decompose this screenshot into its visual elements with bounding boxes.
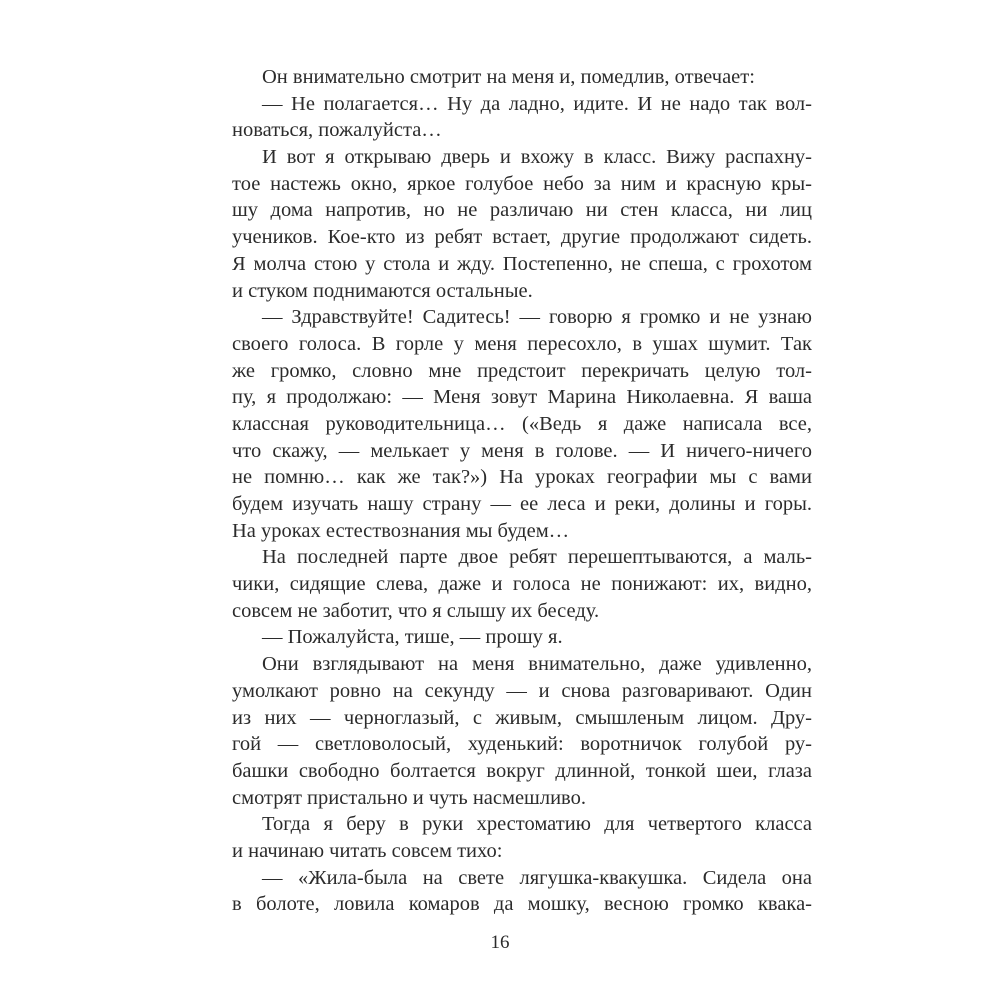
- text-line: — Здравствуйте! Садитесь! — говорю я громко и не узнаю: [262, 306, 812, 329]
- text-line: На последней парте двое ребят перешептываются, а маль-: [262, 546, 812, 569]
- text-line: гой — светловолосый, худенький: воротничок голубой ру-: [232, 733, 812, 756]
- text-line: Я молча стою у стола и жду. Постепенно, не спеша, с грохотом: [232, 252, 812, 275]
- text-line: будем изучать нашу страну — ее леса и реки, долины и горы.: [232, 493, 812, 515]
- text-line: — «Жила-была на свете лягушка-квакушка. Сидела она: [262, 866, 812, 889]
- text-line: классная руководительница… («Ведь я даже написала все,: [232, 412, 812, 435]
- text-line: учеников. Кое-кто из ребят встает, другие продолжают сидеть.: [232, 226, 812, 249]
- text-line: смотрят пристально и чуть насмешливо.: [232, 786, 586, 809]
- text-line: Он внимательно смотрит на меня и, помедлив, отвечает:: [262, 66, 755, 88]
- text-line: пу, я продолжаю: — Меня зовут Марина Николаевна. Я ваша: [232, 386, 812, 409]
- text-line: башки свободно болтается вокруг длинной, тонкой шеи, глаза: [232, 759, 812, 782]
- text-line: шу дома напротив, но не различаю ни стен класса, ни лиц: [232, 199, 812, 222]
- text-line: И вот я открываю дверь и вхожу в класс. Вижу распахну-: [262, 146, 812, 169]
- text-line: в болоте, ловила комаров да мошку, весною громко квака-: [232, 893, 812, 916]
- text-line: что скажу, — мелькает у меня в голове. — И ничего-ничего: [232, 439, 812, 462]
- text-line: — Пожалуйста, тише, — прошу я.: [262, 626, 563, 649]
- page-number: 16: [490, 932, 510, 953]
- text-line: совсем не заботит, что я слышу их беседу.: [232, 599, 600, 622]
- text-line: умолкают ровно на секунду — и снова разговаривают. Один: [232, 679, 812, 702]
- text-line: же громко, словно мне предстоит перекричать целую тол-: [232, 359, 812, 382]
- text-line: и начинаю читать совсем тихо:: [232, 839, 503, 862]
- body-text: [232, 64, 812, 918]
- text-line: своего голоса. В горле у меня пересохло, в ушах шумит. Так: [232, 332, 812, 355]
- text-line: Тогда я беру в руки хрестоматию для четвертого класса: [262, 813, 812, 836]
- text-line: тое настежь окно, яркое голубое небо за ним и красную кры-: [232, 172, 812, 195]
- text-line: чики, сидящие слева, даже и голоса не понижают: их, видно,: [232, 573, 812, 596]
- text-line: На уроках естествознания мы будем…: [232, 519, 570, 542]
- text-line: новаться, пожалуйста…: [232, 119, 442, 142]
- text-line: — Не полагается… Ну да ладно, идите. И не надо так вол-: [262, 92, 812, 115]
- text-line: и стуком поднимаются остальные.: [232, 279, 533, 302]
- text-line: не помню… как же так?») На уроках географии мы с вами: [232, 466, 812, 489]
- text-line: Они взглядывают на меня внимательно, даже удивленно,: [262, 653, 812, 676]
- text-line: из них — черноглазый, с живым, смышленым лицом. Дру-: [232, 706, 812, 729]
